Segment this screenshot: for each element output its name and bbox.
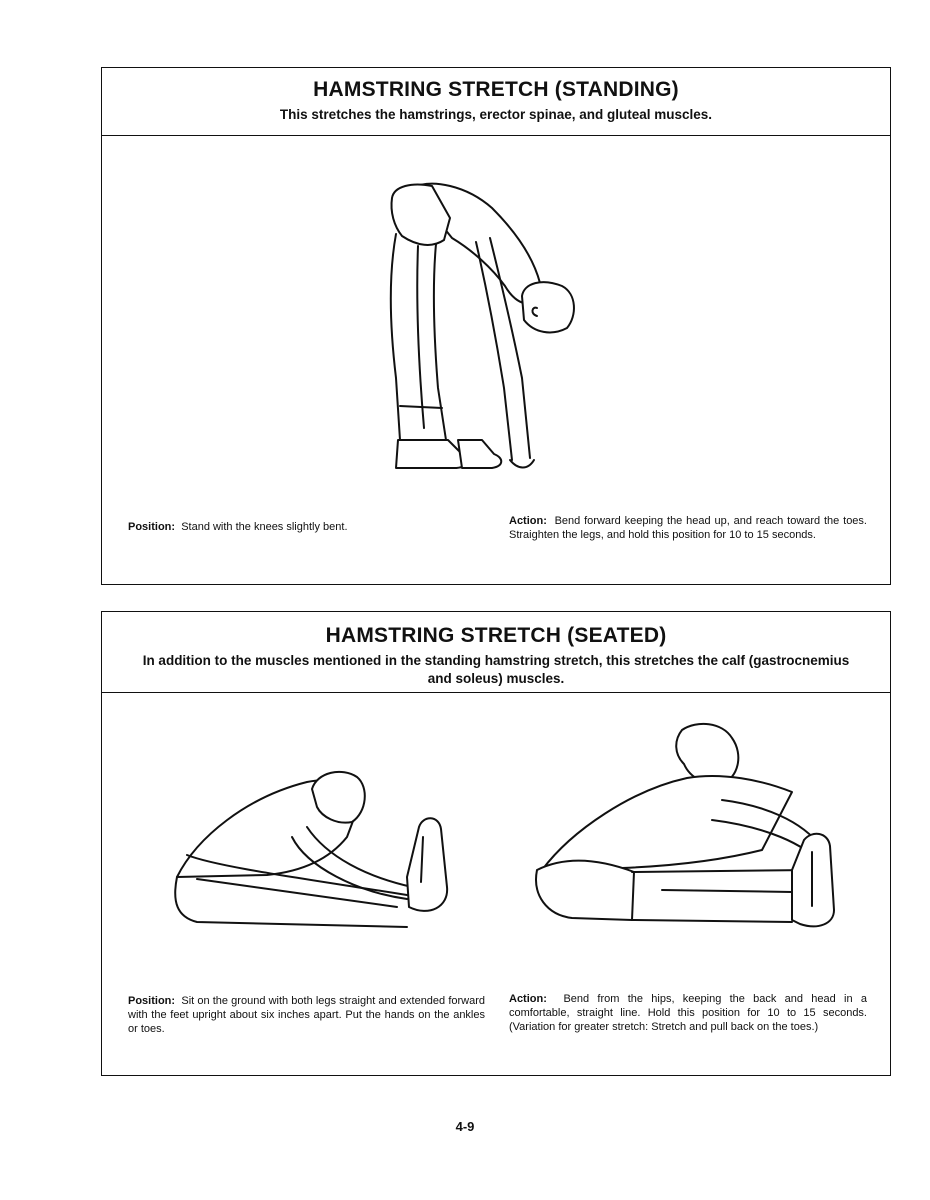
seated-position-text: Sit on the ground with both legs straight and extended forward with the feet upright about six inches apart. Put the hands on the ankles or toes. [128,995,485,1035]
standing-stretch-illustration [372,178,592,483]
seated-title: HAMSTRING STRETCH (SEATED) [325,624,667,647]
standing-action-label: Action: [509,515,547,527]
standing-header [102,68,890,136]
standing-position-text: Stand with the knees slightly bent. [181,521,348,533]
standing-title: HAMSTRING STRETCH (STANDING) [313,78,679,101]
standing-action-caption [509,514,867,542]
seated-subtitle: In addition to the muscles mentioned in the standing hamstring stretch, this stretches the calf (gastrocnemius and soleus) muscles. [142,653,850,686]
seated-position-label: Position: [128,995,176,1007]
seated-action-caption [509,992,867,1034]
seated-action-label: Action: [509,993,547,1005]
seated-stretch-illustration-straight-back [522,720,852,930]
standing-subtitle: This stretches the hamstrings, erector spinae, and gluteal muscles. [279,107,713,122]
page-number: 4-9 [455,1119,475,1134]
seated-action-text: Bend from the hips, keeping the back and head in a comfortable, straight line. Hold this position for 10 to 15 seconds. (Variation for greater stretch: Stretch and pull back on the toes.) [509,993,867,1033]
standing-action-text: Bend forward keeping the head up, and reach toward the toes. Straighten the legs, and hold this position for 10 to 15 seconds. [509,515,867,541]
seated-position-caption [128,994,485,1036]
standing-position-caption [128,520,428,534]
seated-header [102,612,890,693]
standing-position-label: Position: [128,521,176,533]
seated-stretch-panel [101,611,891,1076]
seated-stretch-illustration-hands-on-toes [157,767,467,937]
standing-stretch-panel [101,67,891,585]
